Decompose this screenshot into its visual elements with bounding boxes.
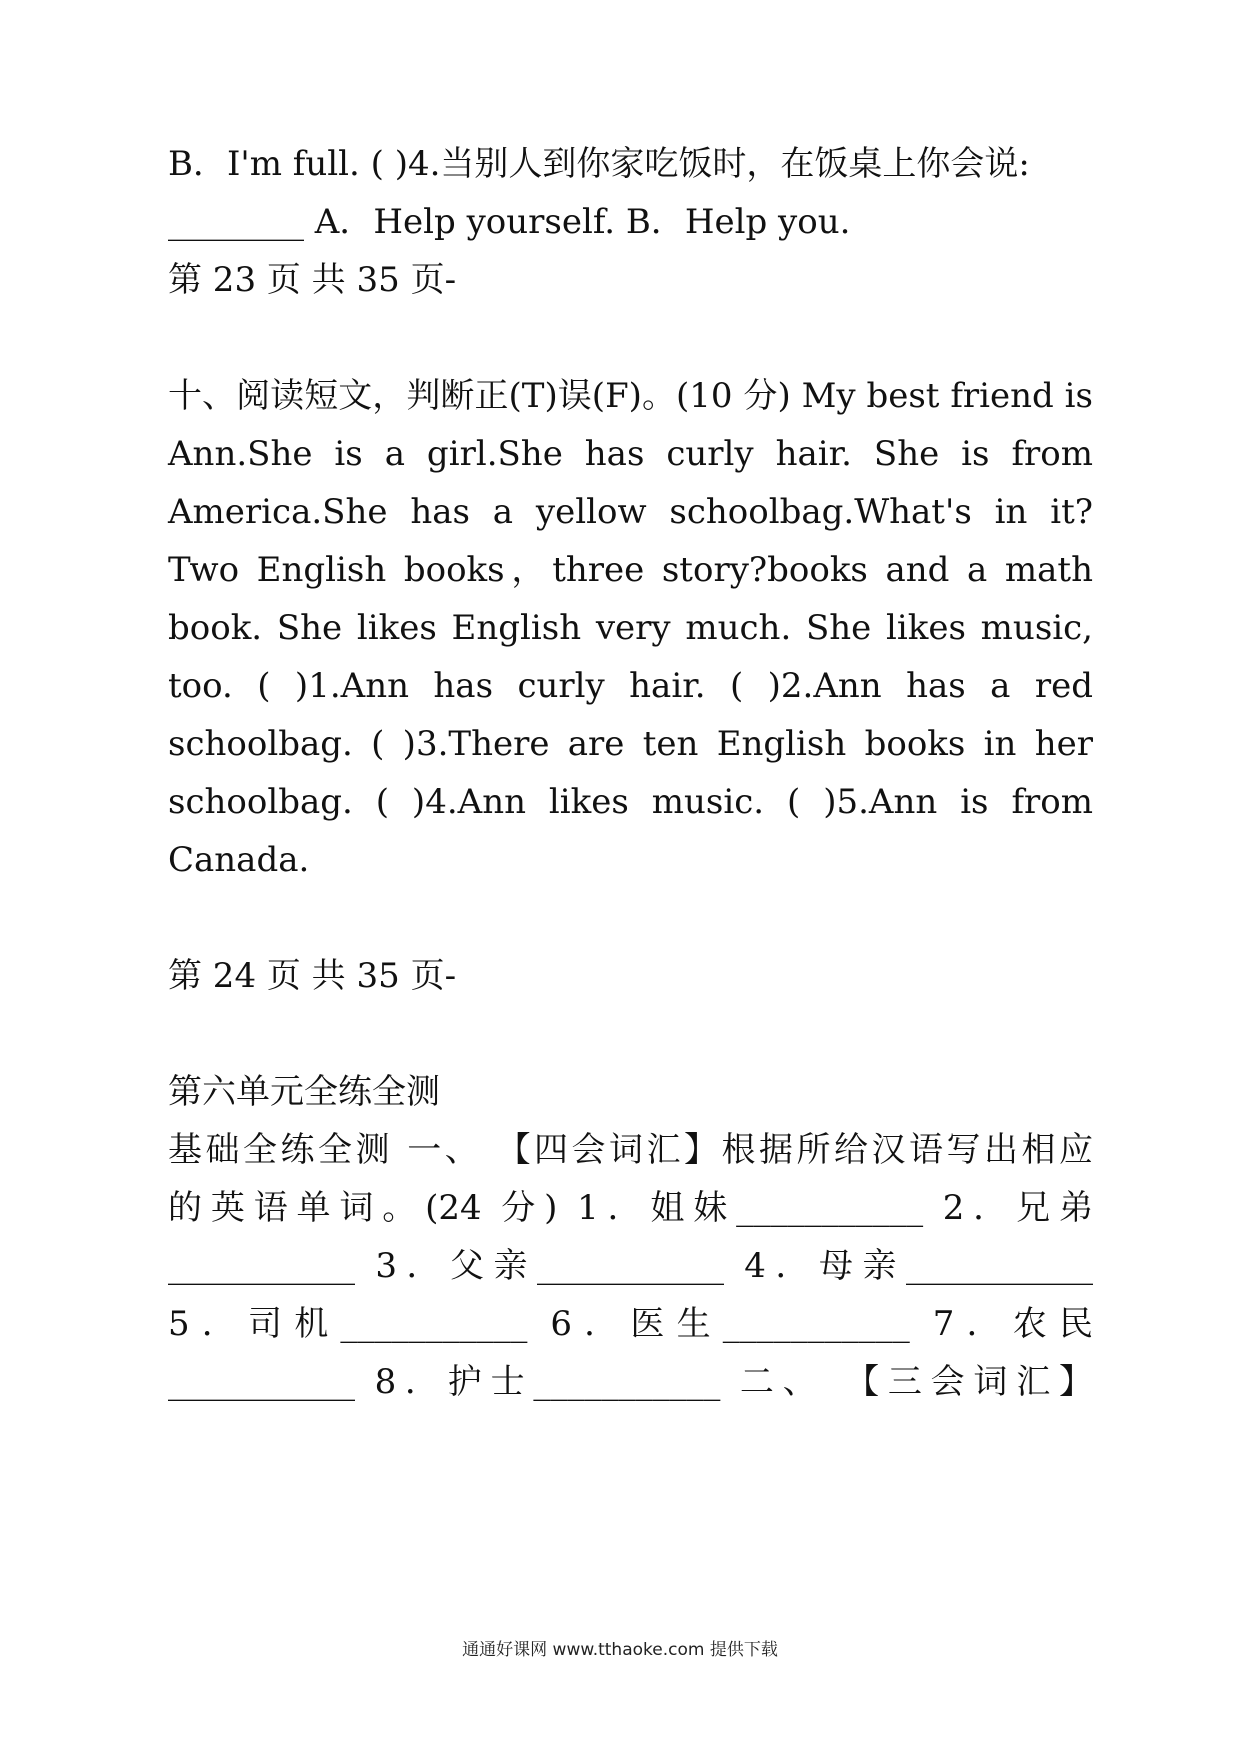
reading-line: Two English books，three story?books and a math	[168, 550, 1093, 590]
reading-line: America.She has a yellow schoolbag.What's in it?	[168, 492, 1093, 532]
reading-line: Canada.	[168, 840, 310, 880]
question-line: ________ A．Help yourself. B．Help you.	[168, 202, 851, 242]
exercise-line: ___________ 8．护士___________ 二、 【三会词汇】	[168, 1362, 1093, 1402]
page-marker: 第 23 页 共 35 页-	[168, 260, 457, 300]
reading-line: Ann.She is a girl.She has curly hair. She is from	[168, 434, 1093, 474]
section-title: 第六单元全练全测	[168, 1072, 440, 1112]
exercise-line: 5．司机___________ 6．医生___________ 7．农民	[168, 1304, 1093, 1344]
exercise-line: ___________ 3．父亲___________ 4．母亲___________	[168, 1246, 1093, 1286]
exercise-line: 的英语单词。(24 分) 1．姐妹___________ 2．兄弟	[168, 1188, 1093, 1228]
reading-line: 十、阅读短文，判断正(T)误(F)。(10 分) My best friend is	[168, 376, 1093, 416]
exercise-line: 基础全练全测 一、 【四会词汇】根据所给汉语写出相应	[168, 1130, 1093, 1170]
page-footer: 通通好课网 www.tthaoke.com 提供下载	[462, 1640, 778, 1660]
question-line: B．I'm full. ( )4.当别人到你家吃饭时，在饭桌上你会说:	[168, 144, 1030, 184]
reading-line: schoolbag. ( )4.Ann likes music. ( )5.Ann is from	[168, 782, 1093, 822]
reading-line: schoolbag. ( )3.There are ten English books in her	[168, 724, 1093, 764]
page-marker: 第 24 页 共 35 页-	[168, 956, 457, 996]
reading-line: book. She likes English very much. She likes music,	[168, 608, 1093, 648]
reading-line: too. ( )1.Ann has curly hair. ( )2.Ann has a red	[168, 666, 1093, 706]
